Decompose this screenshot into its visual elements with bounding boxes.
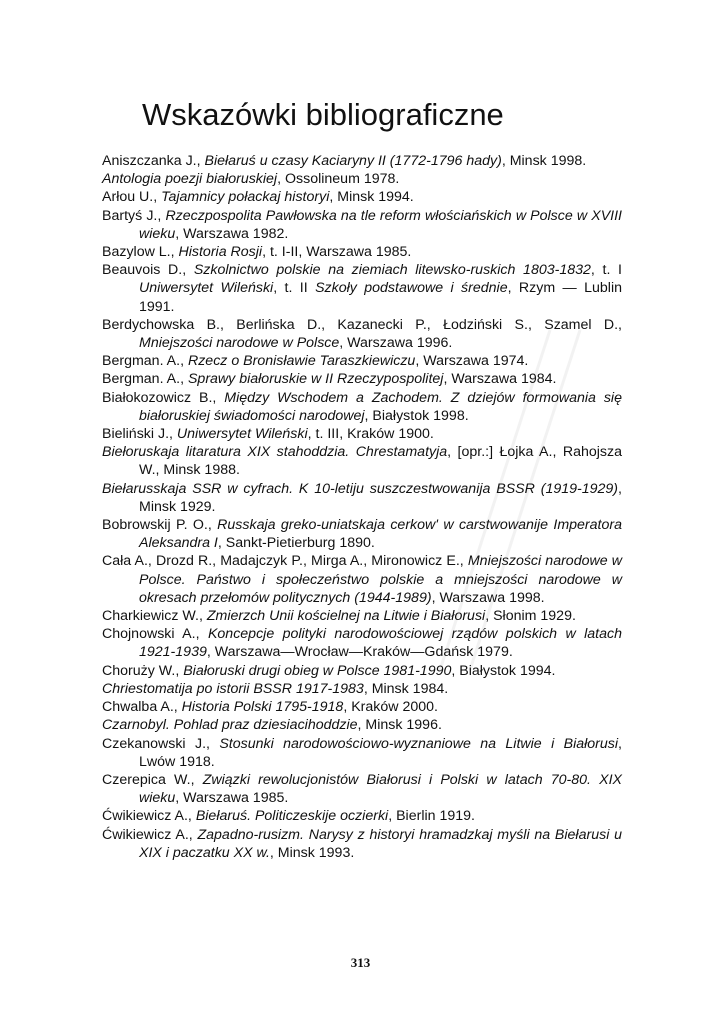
entry-title-italic: Rzeczpospolita Pawłowska na tle reform włościańskich w Polsce w XVIII wieku <box>139 207 622 242</box>
entry-text: , Minsk 1984. <box>363 680 449 697</box>
entry-text: Bartyś J., <box>102 207 166 224</box>
bibliography-entry <box>102 207 622 243</box>
entry-text: , Rzym — Lublin 1991. <box>139 280 623 315</box>
entry-title-italic: Rzecz o Bronisławie Taraszkiewiczu <box>187 353 416 370</box>
entry-title-italic: Szkolnictwo polskie na ziemiach litewsko-ruskich 1803-1832 <box>193 262 591 279</box>
entry-title-italic: Biełarusskaja SSR w cyfrach. K 10-letiju suszczestwowanija BSSR (1919-1929) <box>102 480 619 497</box>
entry-title-italic: Szkoły podstawowe i średnie <box>315 280 508 297</box>
entry-text: Czerepica W., <box>102 771 203 788</box>
entry-text: Charkiewicz W., <box>102 608 207 625</box>
entry-text: Arłou U., <box>102 189 162 206</box>
entry-text: , t. II <box>273 280 316 297</box>
bibliography-entry <box>102 352 622 370</box>
entry-text: , t. I <box>590 262 622 279</box>
entry-title-italic: Russkaja greko-uniatskaja cerkow' w carstwowanije Imperatora Aleksandra I <box>139 517 622 552</box>
entry-text: , Warszawa 1984. <box>443 371 557 388</box>
entry-text: , Warszawa 1982. <box>175 225 289 242</box>
entry-title-italic: Zapadno-rusizm. Narysy z historyi hramadzkaj myśli na Biełarusi u XIX i paczatku XX w. <box>139 826 623 861</box>
entry-text: Beauvois D., <box>102 262 194 279</box>
entry-text: , Warszawa—Wrocław—Kraków—Gdańsk 1979. <box>206 644 513 661</box>
entry-text: Ćwikiewicz A., <box>102 808 196 825</box>
entry-text: , Minsk 1929. <box>139 480 622 515</box>
entry-text: , Warszawa 1996. <box>339 335 453 352</box>
entry-text: , Minsk 1996. <box>357 717 442 734</box>
entry-text: , Warszawa 1985. <box>175 790 289 807</box>
entry-title-italic: Uniwersytet Wileński <box>176 426 308 443</box>
entry-text: Bergman. A., <box>102 353 188 370</box>
bibliography-entry <box>102 807 622 825</box>
bibliography-entry <box>102 188 622 206</box>
entry-text: Bazylow L., <box>102 244 179 261</box>
bibliography-entry <box>102 625 622 661</box>
entry-text: , Warszawa 1998. <box>431 589 545 606</box>
page-number: 313 <box>350 955 371 970</box>
entry-title-italic: Stosunki narodowościowo-wyznaniowe na Litwie i Białorusi <box>219 735 619 752</box>
bibliography-entry <box>102 370 622 388</box>
entry-text: , Białystok 1994. <box>451 662 556 679</box>
entry-text: , Ossolineum 1978. <box>277 171 400 188</box>
entry-text: Ćwikiewicz A., <box>102 826 198 843</box>
entry-title-italic: Biełaruś u czasy Kaciaryny II (1772-1796 hady) <box>204 153 502 169</box>
bibliography-entry <box>102 771 622 807</box>
entry-text: , Warszawa 1974. <box>415 353 529 370</box>
entry-text: Berdychowska B., Berlińska D., Kazanecki P., Łodziński S., Szamel D., <box>102 316 622 333</box>
entry-title-italic: Mniejszości narodowe w Polsce <box>139 335 340 352</box>
bibliography-entry <box>102 735 622 771</box>
entry-title-italic: Koncepcje polityki narodowościowej rządów polskich w latach 1921-1939 <box>139 626 622 661</box>
entry-text: Bieliński J., <box>102 426 177 443</box>
entry-title-italic: Zmierzch Unii kościelnej na Litwie i Białorusi <box>206 608 486 625</box>
entry-text: , Minsk 1993. <box>269 844 355 861</box>
entry-text: Chwalba A., <box>102 699 182 716</box>
entry-text: Czekanowski J., <box>102 735 220 752</box>
bibliography-entry <box>102 698 622 716</box>
entry-title-italic: Uniwersytet Wileński <box>139 280 274 297</box>
entry-text: , Minsk 1994. <box>329 189 414 206</box>
entry-text: , [opr.:] Łojka A., Rahojsza W., Minsk 1988. <box>139 444 622 479</box>
entry-title-italic: Historia Polski 1795-1918 <box>181 699 344 716</box>
entry-text: Bergman. A., <box>102 371 188 388</box>
entry-text: , Kraków 2000. <box>343 699 438 716</box>
bibliography-entry <box>102 443 622 479</box>
entry-title-italic: Sprawy białoruskie w II Rzeczypospolitej <box>187 371 444 388</box>
entry-title-italic: Mniejszości narodowe w Polsce. Państwo i społeczeństwo polskie a mniejszości narodowe w okresach przełomów politycznych (1944-1989) <box>139 553 622 606</box>
bibliography-entry <box>102 170 622 188</box>
entry-text: Chojnowski A., <box>102 626 208 643</box>
entry-text: , Słonim 1929. <box>485 608 576 625</box>
bibliography-entry <box>102 552 622 607</box>
bibliography-entry <box>102 662 622 680</box>
entry-text: Bobrowskij P. O., <box>102 517 218 534</box>
entry-title-italic: Tajamnicy połackaj historyi <box>161 189 330 206</box>
bibliography-entry <box>102 261 622 316</box>
bibliography-list <box>102 152 622 862</box>
bibliography-entry <box>102 826 622 862</box>
entry-text: , Białystok 1998. <box>364 407 469 424</box>
entry-text: , Sankt-Pietierburg 1890. <box>217 535 375 552</box>
bibliography-entry <box>102 480 622 516</box>
bibliography-entry <box>102 425 622 443</box>
entry-text: , t. III, Kraków 1900. <box>307 426 434 443</box>
entry-text: Aniszczanka J., <box>102 153 205 169</box>
entry-text: Białokozowicz B., <box>102 389 225 406</box>
bibliography-entry <box>102 243 622 261</box>
entry-title-italic: Między Wschodem a Zachodem. Z dziejów formowania się białoruskiej świadomości narodowej <box>139 389 622 424</box>
bibliography-entry <box>102 716 622 734</box>
entry-text: , t. I-II, Warszawa 1985. <box>262 244 412 261</box>
bibliography-entry <box>102 607 622 625</box>
entry-title-italic: Biełoruskaja litaratura XIX stahoddzia. Chrestamatyja <box>102 444 448 461</box>
page-title: Wskazówki bibliograficzne <box>142 97 504 132</box>
bibliography-entry <box>102 516 622 552</box>
bibliography-entry <box>102 389 622 425</box>
entry-title-italic: Historia Rosji <box>178 244 263 261</box>
entry-text: , Minsk 1998. <box>501 153 587 169</box>
bibliography-entry <box>102 680 622 698</box>
entry-title-italic: Chriestomatija po istorii BSSR 1917-1983 <box>102 680 364 697</box>
entry-title-italic: Biełaruś. Politiczeskije oczierki <box>195 808 389 825</box>
entry-title-italic: Związki rewolucjonistów Białorusi i Polski w latach 70-80. XIX wieku <box>139 771 623 807</box>
entry-text: Cała A., Drozd R., Madajczyk P., Mirga A., Mironowicz E., <box>102 553 468 570</box>
entry-title-italic: Białoruski drugi obieg w Polsce 1981-1990 <box>183 662 452 679</box>
bibliography-entry <box>102 152 622 170</box>
entry-title-italic: Czarnobyl. Pohlad praz dziesiacihoddzie <box>102 717 358 734</box>
entry-title-italic: Antologia poezji białoruskiej <box>102 171 278 188</box>
entry-text: , Lwów 1918. <box>139 735 622 770</box>
bibliography-entry <box>102 316 622 352</box>
entry-text: Choruży W., <box>102 662 184 679</box>
entry-text: , Bierlin 1919. <box>388 808 475 825</box>
